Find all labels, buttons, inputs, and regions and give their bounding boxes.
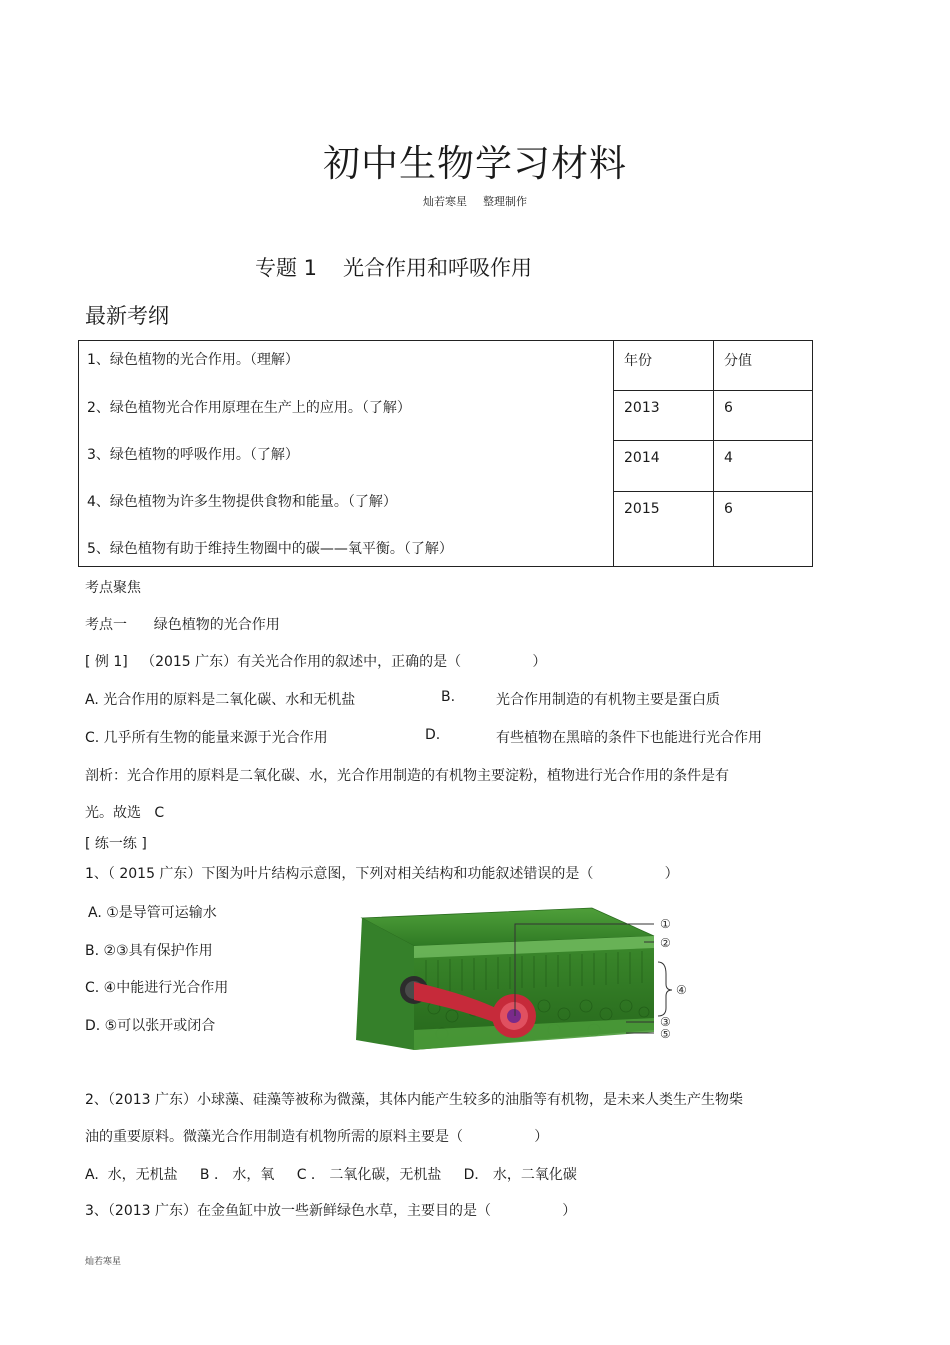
question-2-stem: 油的重要原料。微藻光合作用制造有机物所需的原料主要是（ ） (85, 1129, 549, 1145)
syllabus-item: 1、绿色植物的光合作用。（理解） (87, 352, 299, 368)
question-2-stem: 2、（2013 广东）小球藻、硅藻等被称为微藻，其体内能产生较多的油脂等有机物，是未来人类生产生物柴 (85, 1092, 743, 1108)
document-subtitle (0, 193, 950, 209)
syllabus-table (78, 340, 813, 567)
document-title: 初中生物学习材料 (323, 142, 627, 185)
syllabus-item: 5、绿色植物有助于维持生物圈中的碳——氧平衡。（了解） (87, 541, 453, 557)
analysis-line: 光。故选 C (85, 805, 165, 821)
example-option-b: 光合作用制造的有机物主要是蛋白质 (496, 692, 720, 708)
header-score: 分值 (714, 341, 813, 391)
author-note: 整理制作 (483, 195, 527, 208)
question-1-stem: 1、（ 2015 广东）下图为叶片结构示意图，下列对相关结构和功能叙述错误的是（ ） (85, 866, 679, 882)
figure-label-2: ② (660, 936, 671, 950)
question-1-option: A. ①是导管可运输水 (88, 905, 217, 921)
question-1-option: D. ⑤可以张开或闭合 (85, 1018, 216, 1034)
syllabus-item: 2、绿色植物光合作用原理在生产上的应用。（了解） (87, 400, 411, 416)
score-cell: 6 (714, 491, 813, 566)
question-2-options: A. 水，无机盐 B ． 水，氧 C ． 二氧化碳，无机盐 D． 水，二氧化碳 (85, 1167, 577, 1183)
figure-label-4: ④ (676, 983, 687, 997)
header-year: 年份 (614, 341, 714, 391)
figure-label-5: ⑤ (660, 1027, 671, 1041)
focus-heading: 考点聚焦 (85, 580, 141, 596)
question-1-option: C. ④中能进行光合作用 (85, 980, 229, 996)
syllabus-item: 3、绿色植物的呼吸作用。（了解） (87, 447, 299, 463)
topic-heading (255, 252, 532, 282)
syllabus-items (79, 341, 614, 567)
score-cell: 6 (714, 391, 813, 441)
figure-label-1: ① (660, 917, 671, 931)
year-cell: 2014 (614, 441, 714, 491)
practice-heading: [ 练一练 ] (85, 836, 147, 852)
example-option-c: C. 几乎所有生物的能量来源于光合作用 (85, 730, 328, 746)
page-footer: 灿若寒星 (85, 1257, 122, 1267)
topic-name: 光合作用和呼吸作用 (343, 256, 533, 280)
question-1-option: B. ②③具有保护作用 (85, 943, 213, 959)
point-heading: 考点一 绿色植物的光合作用 (85, 617, 280, 633)
example-option-a: A. 光合作用的原料是二氧化碳、水和无机盐 (85, 692, 356, 708)
analysis-line: 剖析：光合作用的原料是二氧化碳、水，光合作用制造的有机物主要淀粉，植物进行光合作用的条件是有 (85, 768, 729, 784)
year-cell: 2013 (614, 391, 714, 441)
figure-label-3: ③ (660, 1015, 671, 1029)
example-option-b-letter: B. (441, 689, 456, 705)
year-cell: 2015 (614, 491, 714, 566)
example-option-d: 有些植物在黑暗的条件下也能进行光合作用 (496, 730, 762, 746)
author-name: 灿若寒星 (423, 195, 467, 208)
syllabus-item: 4、绿色植物为许多生物提供食物和能量。（了解） (87, 494, 397, 510)
leaf-structure-figure (354, 900, 704, 1068)
question-3-stem: 3、（2013 广东）在金鱼缸中放一些新鲜绿色水草，主要目的是（ ） (85, 1203, 577, 1219)
topic-label: 专题 1 (255, 256, 318, 280)
example-option-d-letter: D. (425, 727, 441, 743)
score-cell: 4 (714, 441, 813, 491)
example-stem: [ 例 1] （2015 广东）有关光合作用的叙述中，正确的是（ ） (85, 654, 547, 670)
section-title: 最新考纲 (85, 304, 169, 328)
